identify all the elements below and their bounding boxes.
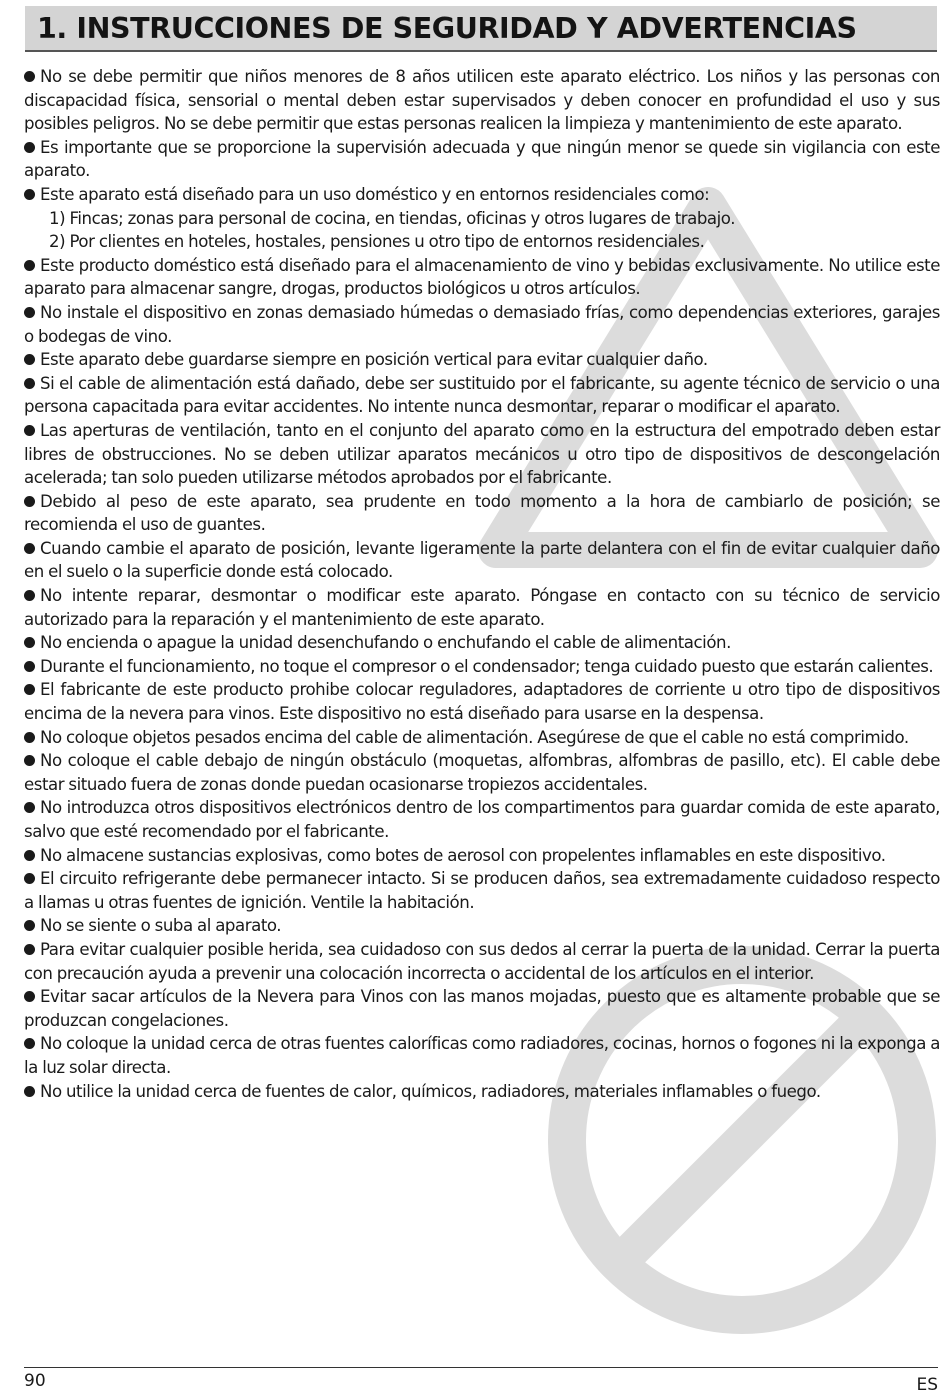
instruction-item (24, 65, 940, 136)
instruction-item (24, 985, 940, 1032)
section-title: 1. INSTRUCCIONES DE SEGURIDAD Y ADVERTENCIAS (37, 12, 857, 45)
page-number: 90 (24, 1371, 46, 1391)
instruction-subitem: 1) Fincas; zonas para personal de cocina, en tiendas, oficinas y otros lugares de trabajo. (49, 208, 736, 228)
instruction-item (24, 796, 940, 843)
instruction-text: El circuito refrigerante debe permanecer intacto. Si se producen daños, sea extremadamente cuidadoso respecto a llamas u otras fuentes de ignición. Ventile la habitación. (24, 869, 940, 912)
instruction-text: No coloque objetos pesados encima del cable de alimentación. Asegúrese de que el cable no está comprimido. (40, 727, 909, 747)
section-header (25, 6, 937, 52)
bullet-icon (24, 1038, 35, 1049)
bullet-icon (24, 873, 35, 884)
instruction-text: Este aparato está diseñado para un uso doméstico y en entornos residenciales como: (40, 184, 710, 204)
instructions-list (24, 65, 940, 1103)
bullet-icon (24, 991, 35, 1002)
instruction-item (24, 1032, 940, 1079)
instruction-item (24, 254, 940, 301)
bullet-icon (24, 684, 35, 695)
bullet-icon (24, 590, 35, 601)
instruction-text: No intente reparar, desmontar o modificar este aparato. Póngase en contacto con su técnico de servicio autorizado para la reparación y el mantenimiento de este aparato. (24, 586, 940, 629)
bullet-icon (24, 1086, 35, 1097)
instruction-text: Evitar sacar artículos de la Nevera para Vinos con las manos mojadas, puesto que es altamente probable que se produzcan congelaciones. (24, 987, 940, 1030)
instruction-text: No instale el dispositivo en zonas demasiado húmedas o demasiado frías, como dependencias exteriores, garajes o bodegas de vino. (24, 302, 940, 346)
instruction-item (24, 938, 940, 985)
instruction-text: No se debe permitir que niños menores de 8 años utilicen este aparato eléctrico. Los niños y las personas con discapacidad física, sensorial o mental deben estar supervisados y deben conocer en profundidad el uso y sus posibles peligros. No se debe permitir que estas personas realicen la limpieza y mantenimiento de este aparato. (24, 67, 940, 134)
instruction-text: No almacene sustancias explosivas, como botes de aerosol con propelentes inflamables en este dispositivo. (40, 845, 886, 865)
instruction-item (24, 914, 940, 938)
bullet-icon (24, 944, 35, 955)
instruction-text: No coloque la unidad cerca de otras fuentes caloríficas como radiadores, cocinas, hornos o fogones ni la exponga a la luz solar directa. (24, 1034, 940, 1077)
instruction-text: No se siente o suba al aparato. (40, 916, 282, 936)
instruction-text: Durante el funcionamiento, no toque el compresor o el condensador; tenga cuidado puesto que estarán calientes. (40, 656, 934, 676)
instruction-item (24, 655, 940, 679)
bullet-icon (24, 378, 35, 389)
bullet-icon (24, 802, 35, 813)
instruction-item (24, 183, 940, 207)
footer-divider (24, 1367, 938, 1368)
instruction-item (24, 844, 940, 868)
instruction-text: El fabricante de este producto prohibe colocar reguladores, adaptadores de corriente u otro tipo de dispositivos encima de la nevera para vinos. Este dispositivo no está diseñado para usarse en la despensa. (24, 680, 940, 724)
instruction-text: Este aparato debe guardarse siempre en posición vertical para evitar cualquier daño. (40, 350, 708, 370)
instruction-item (24, 490, 940, 537)
instruction-item (24, 678, 940, 725)
bullet-icon (24, 142, 35, 153)
instruction-item (24, 631, 940, 655)
bullet-icon (24, 307, 35, 318)
bullet-icon (24, 71, 35, 82)
instruction-text: Debido al peso de este aparato, sea prudente en todo momento a la hora de cambiarlo de posición; se recomienda el uso de guantes. (24, 491, 940, 535)
instruction-text: No utilice la unidad cerca de fuentes de calor, químicos, radiadores, materiales inflamables o fuego. (40, 1081, 821, 1101)
bullet-icon (24, 260, 35, 271)
bullet-icon (24, 732, 35, 743)
instruction-item (24, 726, 940, 750)
instruction-text: Las aperturas de ventilación, tanto en el conjunto del aparato como en la estructura del empotrado deben estar libres de obstrucciones. No se deben utilizar aparatos mecánicos u otro tipo de dispositivos de descongelación acelerada; tan solo pueden utilizarse métodos aprobados por el fabricante. (24, 420, 940, 488)
instruction-text: Para evitar cualquier posible herida, sea cuidadoso con sus dedos al cerrar la puerta de la unidad. Cerrar la puerta con precaución ayuda a prevenir una colocación incorrecta o accidental de los artículos en el interior. (24, 939, 940, 983)
bullet-icon (24, 543, 35, 554)
bullet-icon (24, 637, 35, 648)
instruction-item (24, 867, 940, 914)
instruction-item (24, 1080, 940, 1104)
instruction-item (24, 301, 940, 348)
instruction-text: Cuando cambie el aparato de posición, levante ligeramente la parte delantera con el fin de evitar cualquier daño en el suelo o la superficie donde está colocado. (24, 538, 940, 582)
bullet-icon (24, 425, 35, 436)
instruction-text: No introduzca otros dispositivos electrónicos dentro de los compartimentos para guardar comida de este aparato, salvo que esté recomendado por el fabricante. (24, 798, 940, 841)
bullet-icon (24, 661, 35, 672)
instruction-text: No encienda o apague la unidad desenchufando o enchufando el cable de alimentación. (40, 633, 731, 653)
instruction-text: No coloque el cable debajo de ningún obstáculo (moquetas, alfombras, alfombras de pasillo, etc). El cable debe estar situado fuera de zonas donde puedan ocasionarse tropiezos accidentales. (24, 751, 940, 794)
instruction-item (24, 348, 940, 372)
instruction-subitem: 2) Por clientes en hoteles, hostales, pensiones u otro tipo de entornos residenciales. (49, 232, 705, 252)
instruction-item (24, 584, 940, 631)
instruction-item (24, 537, 940, 584)
instruction-text: Si el cable de alimentación está dañado, debe ser sustituido por el fabricante, su agente técnico de servicio o una persona capacitada para evitar accidentes. No intente nunca desmontar, reparar o modificar el aparato. (24, 373, 940, 417)
bullet-icon (24, 755, 35, 766)
instruction-item (24, 749, 940, 796)
language-code: ES (916, 1375, 938, 1395)
bullet-icon (24, 850, 35, 861)
bullet-icon (24, 354, 35, 365)
instruction-item (24, 372, 940, 419)
bullet-icon (24, 920, 35, 931)
instruction-text: Este producto doméstico está diseñado para el almacenamiento de vino y bebidas exclusivamente. No utilice este aparato para almacenar sangre, drogas, productos biológicos u otros artículos. (24, 255, 940, 299)
bullet-icon (24, 496, 35, 507)
instruction-item (24, 136, 940, 183)
instruction-text: Es importante que se proporcione la supervisión adecuada y que ningún menor se quede sin vigilancia con este aparato. (24, 137, 940, 181)
instruction-item (24, 419, 940, 490)
bullet-icon (24, 189, 35, 200)
